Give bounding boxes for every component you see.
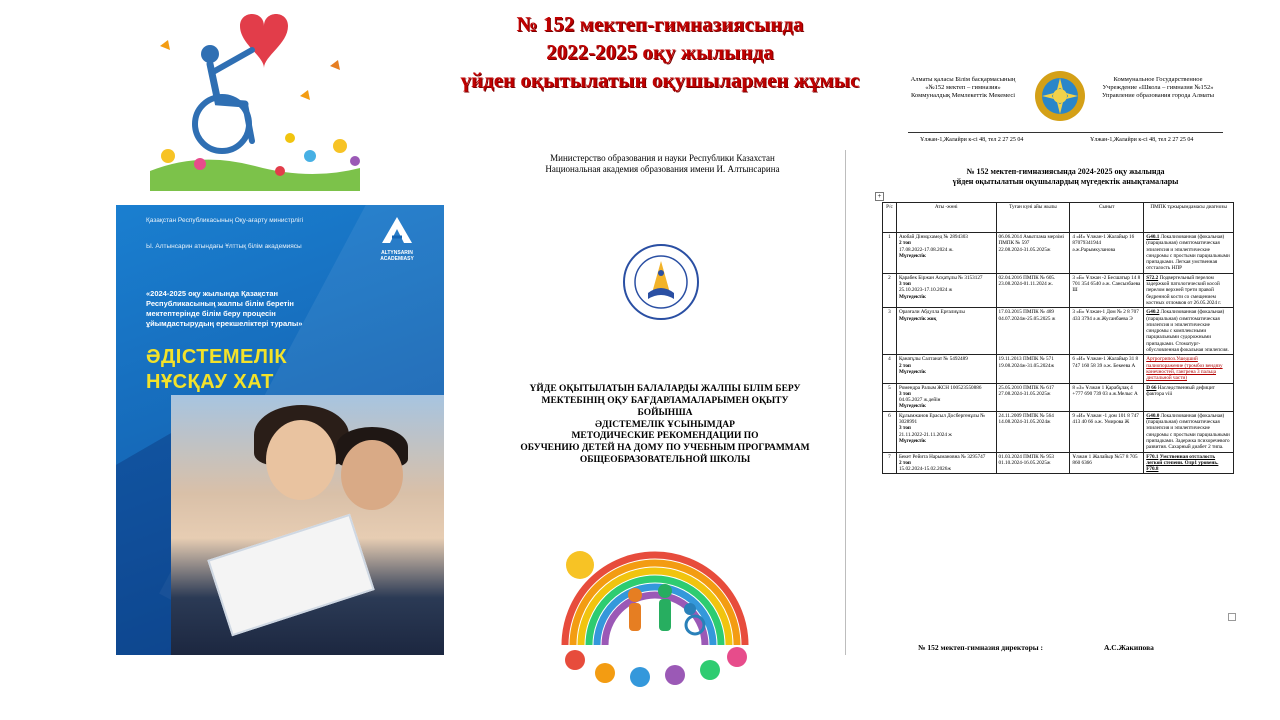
table-move-handle-icon[interactable]: +	[875, 192, 884, 201]
class-address-cell: 6 «И» Ұлжан-1 Жалайыр 31 8 747 160 58 39 ә.ж. Бекеева А	[1070, 355, 1144, 383]
diagnosis-text: Наследственный дефицит фактора viii	[1146, 384, 1215, 397]
birth-cell	[996, 383, 1070, 411]
row-number: 3	[883, 308, 897, 355]
student-cell	[896, 308, 996, 355]
diagnosis-text: Артрогрипоз.Ушедший палиопоражение (тромбоз вендязу конечностей, гангрена 3 пальца дистальной части)	[1146, 356, 1223, 382]
birth-cell	[996, 233, 1070, 274]
student-group: 2 топ	[898, 459, 911, 466]
altynsarin-logo-label: ALTYNSARIN ACADEMIASY	[380, 250, 414, 262]
diagnosis-cell	[1144, 383, 1234, 411]
diagnosis-text: Умственная отсталость легкой степени. Олр1 уровень. F70.8	[1146, 453, 1219, 473]
birth-cell	[996, 411, 1070, 452]
student-group: 2 топ	[898, 362, 911, 369]
student-name: Бекет Рейита Нарымановна № 3295747	[898, 453, 986, 460]
student-name: Қарабек Біржан Асқатұлы № 3153127	[898, 274, 983, 281]
birth-info: 19.11.2013 ПМПК № 571	[998, 356, 1054, 363]
column-header: ПМПК тұжырымдамасы диагнозы	[1144, 203, 1234, 233]
row-number: 6	[883, 411, 897, 452]
table-header-row	[883, 203, 1234, 233]
methodological-letter-cover	[116, 205, 444, 655]
pmpk-period: 19.08.2024ж-31.05.2024ж	[998, 362, 1055, 369]
wheelchair-heart-logo	[140, 6, 370, 191]
title-line-2: 2022-2025 оқу жылында	[546, 40, 774, 64]
ru-title-line-2: ОБУЧЕНИЮ ДЕТЕЙ НА ДОМУ ПО УЧЕБНЫМ ПРОГРАММАМ	[520, 443, 810, 453]
birth-info: 02.04.2016 ПМПК № 605.	[998, 274, 1056, 281]
diagnosis-code: D 66	[1146, 384, 1157, 391]
diagnosis-cell	[1144, 308, 1234, 355]
birth-cell	[996, 308, 1070, 355]
diagnosis-cell	[1144, 452, 1234, 474]
address-kz: Ұлжан-1,Жалайри к-сі 48, тел 2 27 25 04	[920, 137, 1024, 143]
diagnosis-text: Локализованная (фокальная) (парциальная) симптоматическая эпилепсия и эпилептические синдромы с комплексными парциальными судорожными припадками. Стоматург-обусловленная фокальная эпилепсия.	[1146, 309, 1229, 354]
student-name: Аюбай Дінмұхамед № 2894303	[898, 234, 968, 240]
student-face	[341, 440, 403, 510]
student-status: Мүгедектік	[898, 368, 926, 375]
class-address-cell: 3 «Б» Ұлжан-1 Дом № 2 8 707 433 3794 ә.ж.Жусанбаева Э	[1070, 308, 1144, 355]
student-cell	[896, 355, 996, 383]
birth-info: 06.06.2014 Амытлама мерзімі ПМПК № 597	[998, 234, 1064, 247]
kazakhstan-emblem-icon	[1034, 70, 1086, 122]
ministry-line-2: Национальная академия образования имени И. Алтынсарина	[545, 164, 780, 174]
document-title-line-1: № 152 мектеп-гимназиясында 2024-2025 оқу жылында	[966, 167, 1165, 176]
column-header: Аты -жөні	[896, 203, 996, 233]
table-row	[883, 452, 1234, 474]
student-cell	[896, 411, 996, 452]
class-address-cell: 4 «И» Ұлжан-1 Жалайыр 16 87079341944 ә.ж.Рарымкуланова	[1070, 233, 1144, 274]
header-rule	[908, 132, 1223, 133]
header-kz: Алматы қаласы Білім басқармасының «№152 мектеп – гимназия» Коммуналдық Мемлекеттік Мекемесі	[910, 76, 1016, 99]
address-ru: Ұлжан-1,Жалайри к-сі 48, тел 2 27 25 04	[1090, 137, 1194, 143]
student-period: 25.10.2023-17.10.2024 ж	[898, 287, 953, 294]
kz-title-line-3: ӘДІСТЕМЕЛІК ҰСЫНЫМДАР	[595, 420, 735, 430]
birth-info: 01.03.2024 ПМПК № 953	[998, 453, 1055, 460]
disability-certificates-document	[868, 68, 1238, 658]
middle-doc-kz-title	[515, 383, 815, 431]
director-name: А.С.Жакипова	[1104, 643, 1154, 652]
pmpk-period: 04.07.2024ж-25.05.2025 ж	[998, 315, 1056, 322]
altynsarin-logo	[372, 215, 422, 262]
document-title	[908, 167, 1223, 187]
diagnosis-cell	[1144, 273, 1234, 307]
table-row	[883, 411, 1234, 452]
slide-title	[380, 10, 940, 94]
student-group: 3 топ	[898, 281, 911, 288]
student-status: Мүгедектік	[898, 293, 926, 300]
header-ru: Коммунальное Государственное Учреждение «Школа – гимназия №152» Управление образования города Алматы	[1102, 76, 1214, 99]
class-address-cell: 9 «И» Ұлжан -1 дом 101 8 747 413 40 66 ә.ж. Умирова Ж	[1070, 411, 1144, 452]
middle-doc-ministry	[520, 153, 805, 175]
student-status: Мүгедектік	[898, 403, 926, 410]
table-row	[883, 383, 1234, 411]
cover-heading-line-1: ӘДІСТЕМЕЛІК	[146, 346, 288, 368]
student-name: Құлымжанов Ерасыл Досбергенұлы № 3028991	[898, 412, 986, 426]
row-number: 2	[883, 273, 897, 307]
kz-title-line-1: ҮЙДЕ ОҚЫТЫЛАТЫН БАЛАЛАРДЫ ЖАЛПЫ БІЛІМ БЕРУ	[529, 384, 801, 394]
student-face	[266, 420, 336, 500]
pmpk-period: 14.08.2024-31.05.2024ж	[998, 419, 1051, 426]
student-group: 2 топ	[898, 240, 911, 247]
diagnosis-code: F70.1	[1146, 453, 1159, 460]
diagnosis-text: Локализованная (фокальная) (парциальная) симптоматическая эпилепсия и эпилептические синдромы с простыми парциальными припадками. Задержка психоречевого развития. Сахарный диабет 2 типа.	[1146, 412, 1230, 451]
student-status: Мүгедектік жоқ	[898, 315, 937, 322]
student-cell	[896, 233, 996, 274]
cover-ministry: Қазақстан Республикасының Оқу-ағарту министрлігі	[146, 217, 304, 224]
diagnosis-code: G40.2	[1146, 309, 1160, 316]
student-group: 3 топ	[898, 390, 911, 397]
title-line-1: № 152 мектеп-гимназиясында	[516, 12, 804, 36]
diagnosis-text: Локализованная (фокальная) (парциальная) симптоматическая эпилепсия и эпилептические синдромы с простыми парциальными припадками. Легкая умственная отсталость НПР	[1146, 234, 1230, 272]
pmpk-period: 22.08.2024-31.05.2025ж	[998, 246, 1051, 253]
table-row	[883, 355, 1234, 383]
ru-title-line-3: ОБЩЕОБРАЗОВАТЕЛЬНОЙ ШКОЛЫ	[579, 455, 751, 465]
birth-cell	[996, 355, 1070, 383]
student-cell	[896, 383, 996, 411]
diagnosis-code: G40.1	[1146, 234, 1160, 240]
academy-emblem-icon	[622, 243, 700, 321]
student-cell	[896, 452, 996, 474]
birth-info: 25.05.2010 ПМПК № 617	[998, 384, 1055, 391]
student-name: Ромендра Ралым ЖСН 100523550886	[898, 384, 982, 391]
column-header: Сыныт	[1070, 203, 1144, 233]
student-period: 21.11.2022-21.11.2024 ж	[898, 431, 952, 438]
table-row	[883, 233, 1234, 274]
birth-info: 17.03.2015 ПМПК № 489	[998, 309, 1055, 316]
diagnosis-cell	[1144, 411, 1234, 452]
student-status: Мүгедектік	[898, 252, 926, 259]
student-status: Мүгедектік	[898, 437, 926, 444]
table-row	[883, 308, 1234, 355]
table-row	[883, 273, 1234, 307]
pmpk-period: 01.10.2024-16.05.2025ж	[998, 459, 1051, 466]
birth-cell	[996, 273, 1070, 307]
column-header: Р/с	[883, 203, 897, 233]
student-name: Қанатұлы Салтанат № 5492489	[898, 356, 968, 363]
divider-line	[845, 150, 846, 655]
diagnosis-code: S72.2	[1146, 274, 1159, 281]
row-number: 4	[883, 355, 897, 383]
students-table	[882, 202, 1234, 474]
row-number: 1	[883, 233, 897, 274]
rainbow-family-hands-illustration	[545, 525, 760, 690]
diagnosis-text: Подвертельный перелом задержкой патологический косой перелом верхней трети правой бедренной кости со смещением костных отломков от 26.05.2024 г.	[1146, 274, 1222, 306]
student-period: 04.05.2027 ж.дейін	[898, 397, 941, 404]
ministry-line-1: Министерство образования и науки Республики Казахстан	[550, 153, 775, 163]
row-number: 5	[883, 383, 897, 411]
class-address-cell: Ұлжан 1 Жалайыр №57 8 705 860 6366	[1070, 452, 1144, 474]
document-title-line-2: үйден оқытылатын оқушылардың мүгедектік анықтамалары	[952, 177, 1179, 186]
diagnosis-cell	[1144, 355, 1234, 383]
birth-info: 24.11.2009 ПМПК № 564	[998, 412, 1054, 419]
birth-cell	[996, 452, 1070, 474]
table-resize-handle-icon[interactable]	[1228, 613, 1236, 621]
column-header: Туған күні айы жылы	[996, 203, 1070, 233]
diagnosis-cell	[1144, 233, 1234, 274]
student-period: 15.02.2024-15.02.2026ж	[898, 466, 951, 473]
pmpk-period: 23.08.2024-01.11.2024 ж.	[998, 281, 1053, 288]
ru-title-line-1: МЕТОДИЧЕСКИЕ РЕКОМЕНДАЦИИ ПО	[571, 431, 759, 441]
student-cell	[896, 273, 996, 307]
altynsarin-logo-icon	[380, 215, 414, 245]
cover-heading	[146, 345, 287, 395]
cover-heading-line-2: НҰСҚАУ ХАТ	[146, 371, 274, 393]
cover-subtitle: «2024-2025 оқу жылында Қазақстан Республикасының жалпы білім беретін мектептерінде білім беру процесін ұйымдастырудың ерекшеліктері туралы»	[146, 289, 303, 328]
middle-doc-ru-title	[515, 430, 815, 466]
student-group: 3 топ	[898, 425, 911, 432]
student-name: Оразғали Абдулла Ерғалиұлы	[898, 309, 965, 316]
cover-academy: Ы. Алтынсарин атындағы Ұлттық білім академиясы	[146, 243, 302, 250]
class-address-cell: 8 «З» Ұлжан 1 Қарабұлақ 4 +777 690 739 03 ә.ж.Мелыс А	[1070, 383, 1144, 411]
title-line-3: үйден оқытылатын оқушылармен жұмыс	[460, 68, 860, 92]
kz-title-line-2: МЕКТЕБІНІҢ ОҚУ БАҒДАРЛАМАЛАРЫМЕН ОҚЫТУ БОЙЫНША	[541, 396, 789, 418]
diagnosis-code: G40.0	[1146, 412, 1160, 419]
pmpk-period: 27.08.2024-31.05.2025ж	[998, 390, 1051, 397]
row-number: 7	[883, 452, 897, 474]
class-address-cell: 3 «Б» Ұлжан -2 Бесшатыр 14 8 701 354 6540 ә.ж. Сансызбаева Ш	[1070, 273, 1144, 307]
student-period: 17.08.2022-17.08.2024 ж.	[898, 246, 954, 253]
director-signature-label: № 152 мектеп-гимназия директоры :	[918, 643, 1043, 652]
